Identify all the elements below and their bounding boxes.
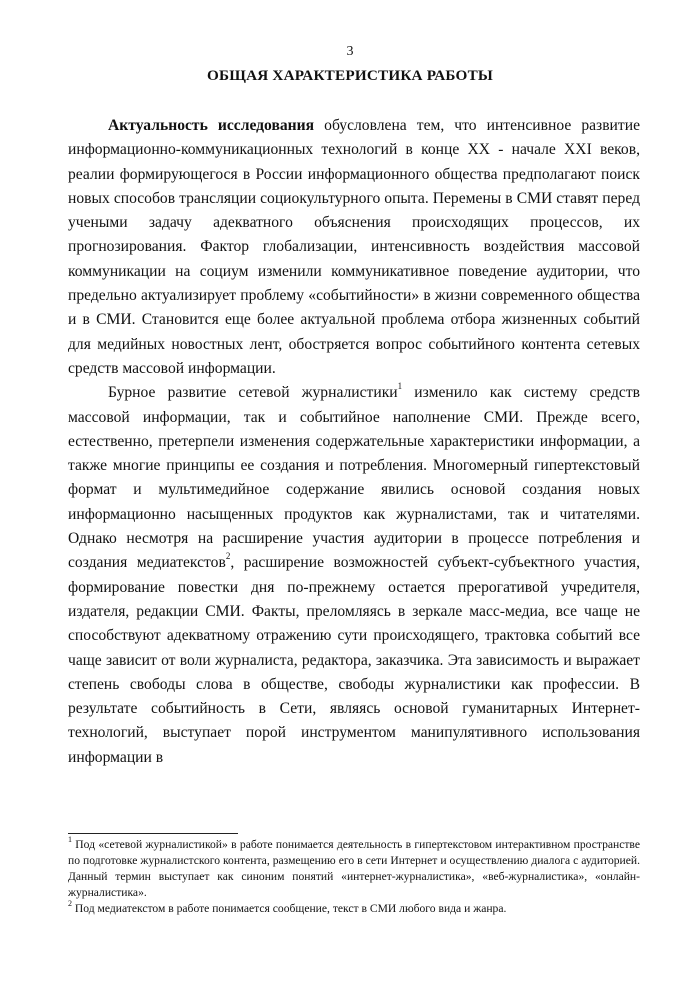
paragraph-relevance <box>68 114 640 381</box>
body-text <box>68 114 640 770</box>
footnote-2-text: Под медиатекстом в работе понимается сообщение, текст в СМИ любого вида и жанра. <box>72 902 507 915</box>
relevance-lead: Актуальность исследования <box>108 117 315 134</box>
paragraph-2-part-1: Бурное развитие сетевой журналистики <box>108 384 398 402</box>
footnote-marker-1: 1 <box>68 835 72 845</box>
page-title: ОБЩАЯ ХАРАКТЕРИСТИКА РАБОТЫ <box>206 67 494 84</box>
footnote-divider <box>68 833 238 834</box>
paragraph-2-part-3: , расширение возможностей субъект-субъектного участия, формирование повестки дня по-прежнему остается прерогативой учредителя, издателя, редакции СМИ. Факты, преломляясь в зеркале масс-медиа, все чаще не способствуют адекватному отражению сути происходящего, трактовка событий все чаще зависит от воли журналиста, редактора, заказчика. Эта зависимость и выражает степень свободы слова в обществе, свободы журналистики как профессии. В результате событийность в Сети, являясь основой гуманитарных Интернет-технологий, выступает порой инструментом манипулятивного использования информации в <box>68 554 640 766</box>
footnotes <box>68 837 640 917</box>
paragraph-network-journalism <box>68 381 640 770</box>
footnote-1 <box>68 837 640 901</box>
paragraph-2-part-2: изменило как систему средств массовой информации, так и событийное наполнение СМИ. Прежде всего, естественно, претерпели изменения содержательные характеристики информации, а также многие принципы ее создания и потребления. Многомерный гипертекстовый формат и мультимедийное содержание явились основой создания новых информационно насыщенных продуктов как журналистами, так и читателями. Однако несмотря на расширение участия аудитории в процессе потребления и создания медиатекстов <box>68 384 641 572</box>
footnote-ref-2[interactable]: 2 <box>225 551 231 562</box>
footnote-ref-1[interactable]: 1 <box>397 381 403 392</box>
footnote-marker-2: 2 <box>68 899 72 909</box>
footnote-2 <box>68 901 640 917</box>
relevance-text: обусловлена тем, что интенсивное развитие информационно-коммуникационных технологий в конце XX - начале XXI веков, реалии формирующегося в России информационного общества предполагают поиск новых способов трансляции социокультурного опыта. Перемены в СМИ ставят перед учеными задачу адекватного объяснения происходящих процессов, их прогнозирования. Фактор глобализации, интенсивность воздействия массовой коммуникации на социум изменили коммуникативное поведение аудитории, что предельно актуализирует проблему «событийности» в жизни современного общества и в СМИ. Становится еще более актуальной проблема отбора жизненных событий для медийных новостных лент, обостряется вопрос событийного контента сетевых средств массовой информации. <box>68 117 640 377</box>
page-number: 3 <box>346 44 354 59</box>
footnote-1-text: Под «сетевой журналистикой» в работе понимается деятельность в гипертекстовом интерактивном пространстве по подготовке журналистского контента, размещению его в сети Интернет и осуществлению диалога с аудиторией. Данный термин выступает как синоним понятий «интернет-журналистика», «веб-журналистика», «онлайн-журналистика». <box>68 838 640 899</box>
